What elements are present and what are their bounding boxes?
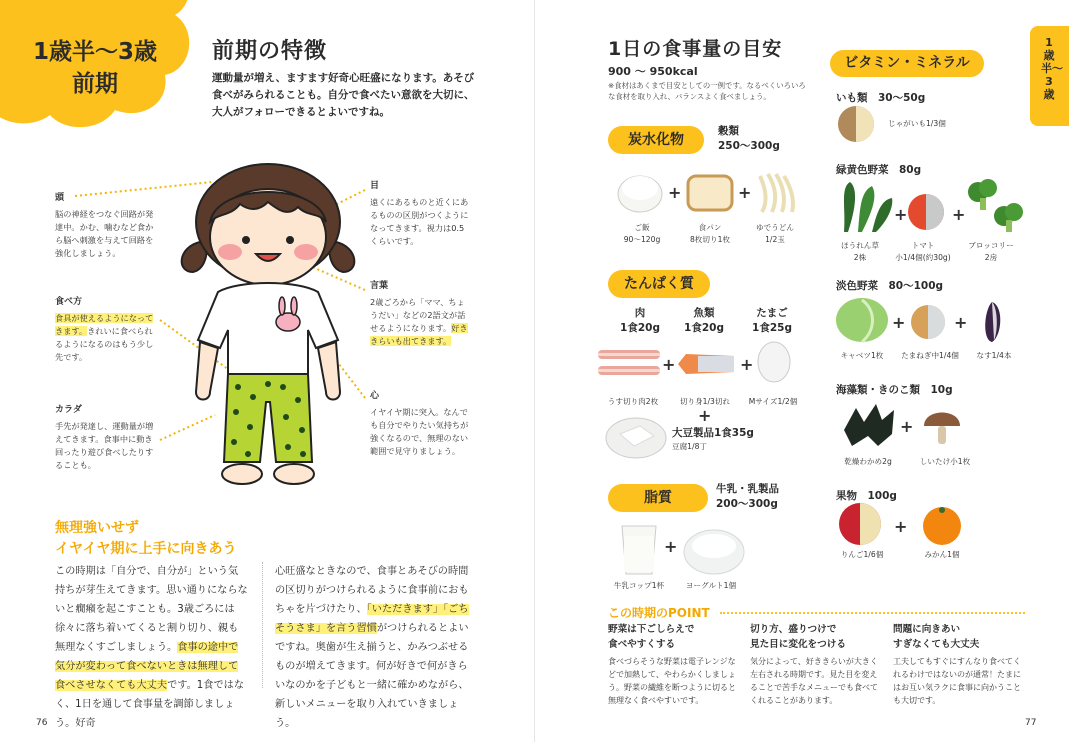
light-veg-illustrations [836,296,1016,346]
kcal-range: 900 〜 950kcal [608,65,698,78]
cabbage-caption: キャベツ1枚 [840,351,884,360]
protein-group-egg: たまご 1食25g [752,307,792,334]
page-number-right: 77 [1025,718,1037,728]
seaweed-illustrations [838,400,978,450]
tofu-illustration [604,412,668,460]
protein-pill: たんぱく質 [608,270,710,298]
potato-illustration [836,104,880,144]
column-divider [262,562,263,688]
note-head-text: 脳の神経をつなぐ回路が発達中。かむ、噛むなど食から脳へ刺激を与えて回路を強化しましょう。 [55,209,154,258]
green-veg-head: 緑黄色野菜 80g [836,164,922,176]
carbs-group: 穀類 250〜300g [718,125,780,152]
body-col2-highlight: 「いただきます」「ごちそうさま」を言う習慣 [275,604,469,634]
carbs-pill: 炭水化物 [608,126,704,154]
note-eating-text: きれいに食べられるようになるのはもう少し先です。 [55,326,154,362]
apple-caption: りんご1/6個 [840,550,884,559]
note-eyes-title: 目 [370,181,380,191]
note-head-title: 頭 [55,193,65,203]
carb-item-2: 食パン 8枚切り1枚 [689,223,731,244]
tomato-caption: トマト 小1/4個(約30g) [895,241,951,262]
body-column-2: 心旺盛なときなので、食事とあそびの時間の区切りがつけられるように食事前におもちゃを片づけたり、「いただきます」「ごちそうさま」を言う習慣がつけられるとよいですね。奥歯が生え揃うと、かみつぶせるものが増えてきます。何が好きで何がきらいなのかを子どもと一緒に確かめながら、新しいメニューを取り入れていきましょう。 [275,566,469,729]
point-title: この時期のPOINT [608,606,710,620]
dairy-caption-milk: 牛乳コップ1杯 [613,581,665,590]
point-2-text: 気分によって、好ききらいが大きく左右される時期です。見た目を変えることで苦手なメニューでも食べてくれることがあります。 [750,657,878,705]
note-eyes-text: 遠くにあるものと近くにあるものの区別がつくようになってきます。視力は0.5くらいです。 [370,197,469,246]
point-1-text: 食べづらそうな野菜は電子レンジなどで加熱して、やわらかくしましょう。野菜の繊維を断つように切ると無理なく食べやすいです。 [608,657,736,705]
svg-text:+: + [952,205,966,224]
eggplant-caption: なす1/4本 [976,351,1012,360]
note-heart-text: イヤイヤ期に突入。なんでも自分でやりたい気持ちが強くなるので、無理のない範囲で見守りましょう。 [370,407,469,456]
soy-group: 大豆製品1食35g [672,427,754,439]
svg-text:+: + [894,517,908,536]
child-illustration [178,162,358,507]
fat-pill: 脂質 [608,484,708,512]
svg-text:+: + [892,313,906,332]
light-veg-head: 淡色野菜 80〜100g [836,280,944,292]
note-body-title: カラダ [55,405,82,415]
plus-sign: + [698,406,712,425]
subhead [55,518,236,560]
carb-item-1: ご飯 90〜120g [623,223,661,244]
onion-caption: たまねぎ中1/4個 [901,351,959,360]
spinach-caption: ほうれん草 2株 [841,241,879,262]
protein-group-meat: 肉 1食20g [620,307,660,334]
subhead-line1: 無理強いせず [55,520,139,536]
page-gutter [534,0,535,742]
note-words-highlight: 好ききらいも出てきます。 [370,323,468,346]
svg-text:+: + [740,355,754,374]
point-2-heading: 切り方、盛りつけで 見た目に変化をつける [750,624,846,650]
dairy-caption-yogurt: ヨーグルト1個 [685,581,737,590]
carbs-illustrations [610,168,805,218]
note-eating-title: 食べ方 [55,297,83,307]
age-side-tab-label: 1歳半〜3歳 [1041,36,1063,101]
protein-caption-meat: うす切り肉2枚 [607,397,659,406]
body-col1-highlight: 食事の途中で気分が変わって食べないときは無理して食べさせなくても大丈夫 [55,642,239,691]
body-column-1: この時期は「自分で、自分が」という気持ちが芽生えてきます。思い通りにならないと癇癪を起こすことも。3歳ごろには徐々に落ち着いてくると割り切り、親も無理なくすごしましょう。食事の途中で気分が変わって食べないときは無理して食べさせなくても大丈夫です。1食ではなく、1日を通して食事量を調節しましょう。好奇 [55,566,248,729]
point-divider [720,612,1025,614]
svg-text:+: + [954,313,968,332]
note-heart-title: 心 [370,391,380,401]
note-body-text: 手先が発達し、運動量が増えてきます。食事中に動き回ったり遊び食べしたりすることも。 [55,421,154,470]
point-3-heading: 問題に向きあい すぎなくても大丈夫 [893,624,980,650]
meal-amount-title: 1日の食事量の目安 [608,38,783,60]
svg-text:+: + [662,355,676,374]
svg-text:+: + [894,205,908,224]
wakame-caption: 乾燥わかめ2g [844,457,892,466]
dairy-group: 牛乳・乳製品 200〜300g [716,483,779,510]
green-veg-illustrations [836,178,1026,236]
protein-caption-fish: 切り身1/3切れ [679,397,731,406]
age-title: 1歳半〜3歳 前期 [32,39,157,97]
intro-text: 運動量が増え、ますます好奇心旺盛になります。あそび食べがみられることも。自分で食べたい意欲を大切に、大人がフォローできるとよいですね。 [212,72,475,118]
intake-note: ※食材はあくまで目安としての一例です。なるべくいろいろな食材を取り入れ、バランスよく食べましょう。 [608,81,806,101]
fruit-head: 果物 100g [836,490,897,502]
svg-text:+: + [738,183,752,202]
protein-caption-egg: Mサイズ1/2個 [748,397,798,406]
fruit-illustrations [834,502,984,548]
carb-item-3: ゆでうどん 1/2玉 [756,223,794,244]
note-words-text: 2歳ごろから「ママ、ちょうだい」などの2語文が話せるようになります。 [370,297,466,333]
potato-caption: じゃがいも1/3個 [888,119,946,128]
svg-text:+: + [900,417,914,436]
seaweed-head: 海藻類・きのこ類 10g [836,384,953,396]
point-1-heading: 野菜は下ごしらえで 食べやすくする [608,624,695,650]
potato-head: いも類 30〜50g [836,92,926,104]
dairy-illustrations [614,522,754,576]
soy-caption: 豆腐1/8丁 [672,442,708,451]
page-number-left: 76 [36,718,48,728]
svg-text:+: + [668,183,682,202]
broccoli-caption: ブロッコリー 2房 [968,241,1014,262]
protein-group-fish: 魚類 1食20g [684,307,724,334]
svg-text:+: + [664,537,678,556]
note-eating-highlight: 食具が使えるようになってきます。 [55,313,154,336]
vitamins-pill: ビタミン・ミネラル [830,50,984,77]
note-words-title: 言葉 [370,281,389,291]
protein-illustrations [594,340,804,388]
section-title: 前期の特徴 [212,39,328,64]
mikan-caption: みかん1個 [924,550,960,559]
point-3-text: 工夫してもすぐにすんなり食べてくれるわけではないのが通常！たまにはお互い気ラクに食事に向かうことも大切です。 [893,657,1021,705]
shiitake-caption: しいたけ小1枚 [919,457,971,466]
subhead-line2: イヤイヤ期に上手に向きあう [55,541,237,557]
